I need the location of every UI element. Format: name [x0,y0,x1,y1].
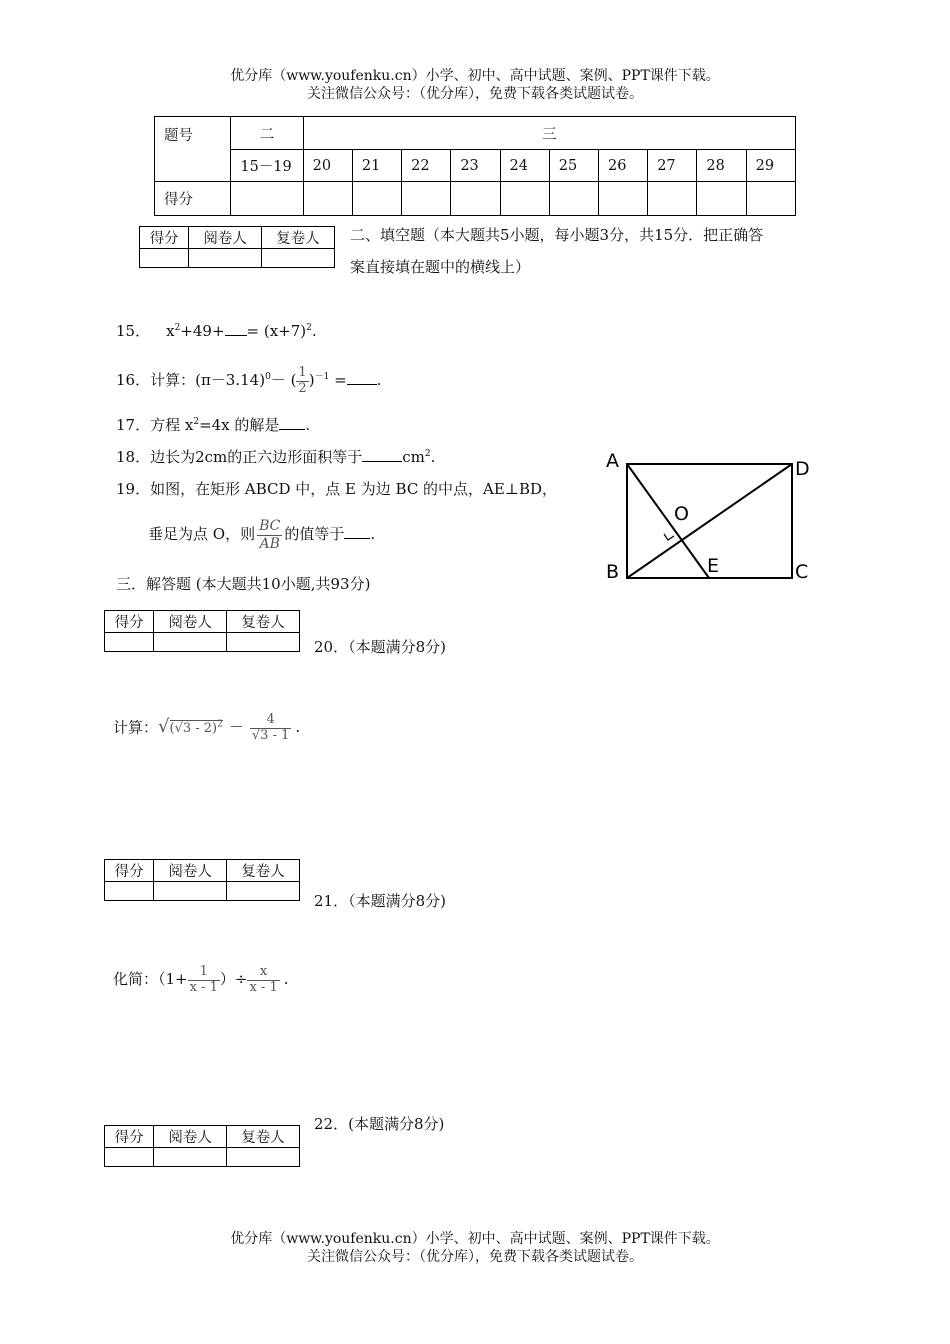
right-angle-mark [664,534,674,540]
score-cell[interactable] [303,182,352,216]
q17-answer-blank[interactable] [279,414,305,430]
question-19-line1: 19．如图，在矩形 ABCD 中，点 E 为边 BC 的中点，AE⊥BD， [116,480,558,498]
grader-score-label: 得分 [105,1126,154,1148]
grader-cell[interactable] [227,1148,300,1167]
q20-fraction [250,713,291,744]
score-cell[interactable] [549,182,598,216]
sub-col: 24 [500,150,549,182]
question-16 [116,357,381,399]
question-18 [116,446,435,467]
sub-col: 28 [697,150,746,182]
label-d: D [795,458,810,480]
q18-sup: 2 [424,449,431,459]
grader-reader-label: 阅卷人 [154,611,227,633]
grader-score-label: 得分 [105,611,154,633]
grader-rechecker-label: 复卷人 [227,611,300,633]
row-label-number: 题号 [155,117,231,182]
sqrt-icon: √ [158,716,170,738]
q17-text: 17．方程 x [116,416,194,434]
q21-title: 21．（本题满分8分) [314,892,446,910]
sub-col: 21 [352,150,401,182]
grader-rechecker-label: 复卷人 [227,860,300,882]
q20-expression [113,702,300,748]
q18-answer-blank[interactable] [362,446,402,462]
q22-title: 22．(本题满分8分) [314,1115,445,1133]
row-label-score: 得分 [155,182,231,216]
q19-text: 垂足为点 O，则 [148,525,256,543]
q16-text: (π－3.14) [195,371,266,389]
q21-fraction-1 [188,965,220,996]
q19-frac-num: BC [259,518,281,535]
q16-frac-den: 2 [298,380,307,396]
question-17 [116,414,310,435]
q18-text: 18．边长为2cm的正六边形面积等于 [116,448,363,466]
q21-frac1-den: x - 1 [189,979,218,995]
segment-ae [627,464,709,578]
q15-text: +49+ [180,322,225,340]
q15-sup: 2 [306,323,312,333]
score-cell[interactable] [352,182,401,216]
label-b: B [606,561,620,583]
grader-table-section2 [139,226,335,268]
section2-title-line2: 案直接填在题中的横线上） [350,258,531,276]
q21-frac1-num: 1 [199,963,208,979]
q19-frac-den: AB [257,535,282,552]
grader-rechecker-label: 复卷人 [227,1126,300,1148]
section2-title-line1: 二、填空题（本大题共5小题，每小题3分，共15分．把正确答 [350,226,764,244]
q15-text: . [311,322,317,340]
grader-table-q20 [104,610,300,652]
q16-num: 16．计算： [116,371,196,389]
sub-col: 20 [303,150,352,182]
question-15 [116,320,317,341]
label-e: E [707,555,720,577]
score-cell[interactable] [402,182,451,216]
grader-table-q22 [104,1125,300,1167]
footer-line-2: 关注微信公众号：（优分库），免费下载各类试题试卷。 [307,1249,643,1265]
footer-line-1: 优分库（www.youfenku.cn）小学、初中、高中试题、案例、PPT课件下载。 [230,1231,720,1247]
header-line-1: 优分库（www.youfenku.cn）小学、初中、高中试题、案例、PPT课件下载。 [230,68,720,84]
header-line-2: 关注微信公众号：（优分库），免费下载各类试题试卷。 [307,86,643,102]
q20-title: 20．（本题满分8分) [314,638,446,656]
q20-frac-num: 4 [266,711,275,727]
q18-text: cm [402,448,425,466]
label-o: O [674,503,689,525]
q16-sup: 0 [265,372,271,382]
q15-num: 15． [116,322,151,340]
q20-frac-den: √3 - 1 [251,727,290,743]
q15-answer-blank[interactable] [225,320,247,336]
grader-cell[interactable] [227,882,300,901]
q21-frac2-den: x - 1 [249,979,278,995]
q17-text: =4x 的解是 [199,416,280,434]
grader-cell[interactable] [154,633,227,652]
section-two-header: 二 [231,117,303,150]
grader-reader-label: 阅卷人 [154,1126,227,1148]
grader-rechecker-label: 复卷人 [262,227,335,249]
grader-cell[interactable] [154,1148,227,1167]
score-cell[interactable] [231,182,303,216]
q16-answer-blank[interactable] [347,369,377,385]
grader-cell[interactable] [154,882,227,901]
sub-col: 25 [549,150,598,182]
grader-score-label: 得分 [140,227,189,249]
q21-fraction-2 [247,965,279,996]
grader-reader-label: 阅卷人 [154,860,227,882]
score-cell[interactable] [648,182,697,216]
grader-cell[interactable] [105,633,154,652]
rectangle-figure [600,448,815,586]
score-cell[interactable] [451,182,500,216]
grader-cell[interactable] [227,633,300,652]
sub-col: 29 [746,150,795,182]
grader-score-label: 得分 [105,860,154,882]
grader-table-q21 [104,859,300,901]
q19-text: 的值等于 [284,525,345,543]
sub-col: 27 [648,150,697,182]
q16-text: = [329,371,347,389]
q20-prefix: 计算： [113,718,159,737]
q21-frac2-num: x [259,963,268,979]
question-19-line2 [148,512,375,558]
label-a: A [606,450,619,472]
grader-cell[interactable] [189,249,262,268]
score-table [154,116,796,216]
q17-text: . [305,416,311,434]
section3-title: 三．解答题 (本大题共10小题,共93分) [116,575,371,593]
q15-text: x [166,322,175,340]
q16-frac-num: 1 [298,364,307,380]
q18-text: . [430,448,436,466]
grader-cell[interactable] [105,1148,154,1167]
section-three-header: 三 [303,117,795,150]
q16-text: . [376,371,382,389]
q19-answer-blank[interactable] [344,523,370,539]
q16-fraction [296,366,308,397]
q20-sqrt [158,716,223,738]
q17-sup: 2 [193,417,200,427]
q15-text: = (x+7) [246,322,307,340]
score-cell[interactable] [746,182,795,216]
sub-col: 26 [598,150,647,182]
q20-sup: 2 [217,720,223,730]
sub-col: 22 [402,150,451,182]
q20-inner: (√3 - 2) [169,721,218,737]
q21-expression [113,956,289,1002]
label-c: C [795,561,809,583]
q20-end: . [295,718,301,737]
grader-cell[interactable] [140,249,189,268]
score-cell[interactable] [500,182,549,216]
q21-end: . [283,970,289,988]
sub-col: 23 [451,150,500,182]
q16-sup: －1 [314,372,330,382]
grader-cell[interactable] [105,882,154,901]
q20-minus: － [228,718,244,737]
sub-col: 15－19 [231,150,303,182]
q16-text: ) [308,371,315,389]
q19-fraction [257,518,282,551]
grader-reader-label: 阅卷人 [189,227,262,249]
score-cell[interactable] [697,182,746,216]
q16-text: － ( [270,371,297,389]
score-cell[interactable] [598,182,647,216]
q15-sup: 2 [174,323,181,333]
q20-sqrt-content [170,720,223,736]
q21-mid: ）÷ [219,970,248,988]
grader-cell[interactable] [262,249,335,268]
q19-text: . [370,525,376,543]
q21-prefix: 化简：（1+ [113,970,188,988]
